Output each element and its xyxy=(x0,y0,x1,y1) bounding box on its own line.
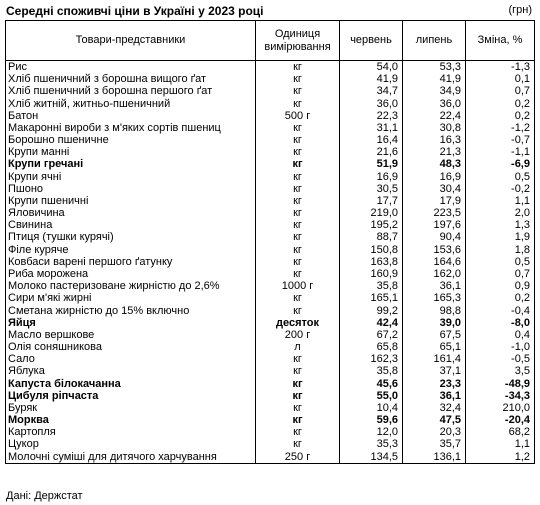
item-name-cell: Свинина xyxy=(6,219,256,231)
item-name-cell: Борошно пшеничне xyxy=(6,134,256,146)
july-price-cell: 32,4 xyxy=(403,402,466,414)
june-price-cell: 65,8 xyxy=(340,341,403,353)
unit-cell: кг xyxy=(256,158,340,170)
july-price-cell: 197,6 xyxy=(403,219,466,231)
change-cell: 3,5 xyxy=(466,365,535,377)
july-price-cell: 98,8 xyxy=(403,304,466,316)
unit-cell: кг xyxy=(256,183,340,195)
change-cell: 1,1 xyxy=(466,195,535,207)
june-price-cell: 99,2 xyxy=(340,304,403,316)
july-price-cell: 41,9 xyxy=(403,73,466,85)
table-row xyxy=(6,195,535,207)
change-cell: 0,5 xyxy=(466,171,535,183)
unit-cell: кг xyxy=(256,414,340,426)
june-price-cell: 134,5 xyxy=(340,451,403,464)
unit-cell: кг xyxy=(256,377,340,389)
item-name-cell: Крупи гречані xyxy=(6,158,256,170)
table-row xyxy=(6,304,535,316)
june-price-cell: 35,8 xyxy=(340,365,403,377)
table-title: Середні споживчі ціни в Україні у 2023 році xyxy=(6,4,264,18)
header-change: Зміна, % xyxy=(466,21,535,61)
june-price-cell: 88,7 xyxy=(340,231,403,243)
june-price-cell: 30,5 xyxy=(340,183,403,195)
item-name-cell: Яблука xyxy=(6,365,256,377)
item-name-cell: Хліб житній, житньо-пшеничний xyxy=(6,98,256,110)
table-row xyxy=(6,134,535,146)
unit-cell: кг xyxy=(256,231,340,243)
table-row xyxy=(6,414,535,426)
change-cell: 0,5 xyxy=(466,256,535,268)
unit-cell: кг xyxy=(256,122,340,134)
item-name-cell: Картопля xyxy=(6,426,256,438)
change-cell: -1,3 xyxy=(466,61,535,74)
header-june: червень xyxy=(340,21,403,61)
item-name-cell: Сметана жирністю до 15% включно xyxy=(6,304,256,316)
unit-cell: кг xyxy=(256,402,340,414)
june-price-cell: 195,2 xyxy=(340,219,403,231)
table-row xyxy=(6,219,535,231)
change-cell: -6,9 xyxy=(466,158,535,170)
july-price-cell: 136,1 xyxy=(403,451,466,464)
table-row xyxy=(6,451,535,464)
july-price-cell: 223,5 xyxy=(403,207,466,219)
july-price-cell: 39,0 xyxy=(403,317,466,329)
july-price-cell: 16,9 xyxy=(403,171,466,183)
item-name-cell: Рис xyxy=(6,61,256,74)
unit-cell: кг xyxy=(256,292,340,304)
july-price-cell: 36,1 xyxy=(403,390,466,402)
table-row xyxy=(6,341,535,353)
header-item: Товари-представники xyxy=(6,21,256,61)
table-row xyxy=(6,73,535,85)
table-row xyxy=(6,426,535,438)
unit-cell: кг xyxy=(256,207,340,219)
change-cell: -1,2 xyxy=(466,122,535,134)
unit-cell: кг xyxy=(256,426,340,438)
july-price-cell: 67,5 xyxy=(403,329,466,341)
unit-cell: кг xyxy=(256,219,340,231)
item-name-cell: Хліб пшеничний з борошна першого ґат xyxy=(6,85,256,97)
july-price-cell: 17,9 xyxy=(403,195,466,207)
july-price-cell: 37,1 xyxy=(403,365,466,377)
table-row xyxy=(6,268,535,280)
item-name-cell: Олія соняшникова xyxy=(6,341,256,353)
july-price-cell: 36,0 xyxy=(403,98,466,110)
currency-note: (грн) xyxy=(508,4,532,16)
unit-cell: кг xyxy=(256,195,340,207)
unit-cell: л xyxy=(256,341,340,353)
unit-cell: кг xyxy=(256,85,340,97)
june-price-cell: 67,2 xyxy=(340,329,403,341)
unit-cell: кг xyxy=(256,98,340,110)
unit-cell: кг xyxy=(256,171,340,183)
june-price-cell: 160,9 xyxy=(340,268,403,280)
june-price-cell: 34,7 xyxy=(340,85,403,97)
unit-cell: десяток xyxy=(256,317,340,329)
change-cell: -34,3 xyxy=(466,390,535,402)
june-price-cell: 41,9 xyxy=(340,73,403,85)
table-row xyxy=(6,146,535,158)
june-price-cell: 162,3 xyxy=(340,353,403,365)
change-cell: -48,9 xyxy=(466,377,535,389)
table-row xyxy=(6,329,535,341)
june-price-cell: 45,6 xyxy=(340,377,403,389)
unit-cell: кг xyxy=(256,353,340,365)
change-cell: 0,2 xyxy=(466,98,535,110)
table-header-row xyxy=(6,21,535,61)
june-price-cell: 22,3 xyxy=(340,110,403,122)
july-price-cell: 20,3 xyxy=(403,426,466,438)
item-name-cell: Пшоно xyxy=(6,183,256,195)
july-price-cell: 16,3 xyxy=(403,134,466,146)
table-row xyxy=(6,353,535,365)
item-name-cell: Сири м'які жирні xyxy=(6,292,256,304)
june-price-cell: 16,9 xyxy=(340,171,403,183)
change-cell: 0,2 xyxy=(466,292,535,304)
unit-cell: кг xyxy=(256,390,340,402)
item-name-cell: Ковбаси варені першого ґатунку xyxy=(6,256,256,268)
unit-cell: кг xyxy=(256,61,340,74)
june-price-cell: 10,4 xyxy=(340,402,403,414)
change-cell: 0,7 xyxy=(466,268,535,280)
table-row xyxy=(6,390,535,402)
item-name-cell: Крупи манні xyxy=(6,146,256,158)
table-row xyxy=(6,317,535,329)
unit-cell: 200 г xyxy=(256,329,340,341)
item-name-cell: Хліб пшеничний з борошна вищого ґат xyxy=(6,73,256,85)
item-name-cell: Яловичина xyxy=(6,207,256,219)
table-row xyxy=(6,244,535,256)
july-price-cell: 36,1 xyxy=(403,280,466,292)
june-price-cell: 219,0 xyxy=(340,207,403,219)
item-name-cell: Цибуля ріпчаста xyxy=(6,390,256,402)
change-cell: 0,9 xyxy=(466,280,535,292)
june-price-cell: 35,3 xyxy=(340,438,403,450)
july-price-cell: 23,3 xyxy=(403,377,466,389)
june-price-cell: 165,1 xyxy=(340,292,403,304)
july-price-cell: 90,4 xyxy=(403,231,466,243)
table-row xyxy=(6,85,535,97)
item-name-cell: Масло вершкове xyxy=(6,329,256,341)
table-row xyxy=(6,292,535,304)
unit-cell: 500 г xyxy=(256,110,340,122)
change-cell: 1,3 xyxy=(466,219,535,231)
item-name-cell: Філе куряче xyxy=(6,244,256,256)
june-price-cell: 59,6 xyxy=(340,414,403,426)
item-name-cell: Яйця xyxy=(6,317,256,329)
change-cell: 1,8 xyxy=(466,244,535,256)
item-name-cell: Сало xyxy=(6,353,256,365)
item-name-cell: Буряк xyxy=(6,402,256,414)
june-price-cell: 17,7 xyxy=(340,195,403,207)
change-cell: -1,1 xyxy=(466,146,535,158)
unit-cell: кг xyxy=(256,73,340,85)
unit-cell: 250 г xyxy=(256,451,340,464)
header-july: липень xyxy=(403,21,466,61)
june-price-cell: 54,0 xyxy=(340,61,403,74)
june-price-cell: 16,4 xyxy=(340,134,403,146)
table-row xyxy=(6,256,535,268)
july-price-cell: 164,6 xyxy=(403,256,466,268)
change-cell: -0,7 xyxy=(466,134,535,146)
item-name-cell: Морква xyxy=(6,414,256,426)
table-row xyxy=(6,110,535,122)
table-row xyxy=(6,98,535,110)
change-cell: 1,1 xyxy=(466,438,535,450)
change-cell: -0,4 xyxy=(466,304,535,316)
july-price-cell: 153,6 xyxy=(403,244,466,256)
change-cell: 0,1 xyxy=(466,73,535,85)
change-cell: 0,4 xyxy=(466,329,535,341)
unit-cell: кг xyxy=(256,256,340,268)
table-row xyxy=(6,231,535,243)
item-name-cell: Молочні суміші для дитячого харчування xyxy=(6,451,256,464)
header-unit: Одиниця вимірювання xyxy=(256,21,340,61)
table-row xyxy=(6,61,535,74)
item-name-cell: Макаронні вироби з м'яких сортів пшениц xyxy=(6,122,256,134)
july-price-cell: 165,3 xyxy=(403,292,466,304)
july-price-cell: 30,8 xyxy=(403,122,466,134)
july-price-cell: 53,3 xyxy=(403,61,466,74)
unit-cell: кг xyxy=(256,244,340,256)
july-price-cell: 30,4 xyxy=(403,183,466,195)
price-table xyxy=(5,20,535,464)
july-price-cell: 162,0 xyxy=(403,268,466,280)
change-cell: -0,5 xyxy=(466,353,535,365)
july-price-cell: 35,7 xyxy=(403,438,466,450)
june-price-cell: 150,8 xyxy=(340,244,403,256)
item-name-cell: Крупи пшеничні xyxy=(6,195,256,207)
unit-cell: кг xyxy=(256,134,340,146)
change-cell: 210,0 xyxy=(466,402,535,414)
july-price-cell: 65,1 xyxy=(403,341,466,353)
july-price-cell: 47,5 xyxy=(403,414,466,426)
change-cell: -8,0 xyxy=(466,317,535,329)
july-price-cell: 161,4 xyxy=(403,353,466,365)
june-price-cell: 42,4 xyxy=(340,317,403,329)
june-price-cell: 163,8 xyxy=(340,256,403,268)
change-cell: 0,7 xyxy=(466,85,535,97)
table-row xyxy=(6,183,535,195)
change-cell: -0,2 xyxy=(466,183,535,195)
june-price-cell: 31,1 xyxy=(340,122,403,134)
table-row xyxy=(6,158,535,170)
unit-cell: кг xyxy=(256,268,340,280)
item-name-cell: Батон xyxy=(6,110,256,122)
item-name-cell: Птиця (тушки курячі) xyxy=(6,231,256,243)
june-price-cell: 21,6 xyxy=(340,146,403,158)
unit-cell: кг xyxy=(256,365,340,377)
unit-cell: кг xyxy=(256,146,340,158)
unit-cell: кг xyxy=(256,304,340,316)
unit-cell: кг xyxy=(256,438,340,450)
item-name-cell: Молоко пастеризоване жирністю до 2,6% xyxy=(6,280,256,292)
table-row xyxy=(6,280,535,292)
item-name-cell: Капуста білокачанна xyxy=(6,377,256,389)
june-price-cell: 36,0 xyxy=(340,98,403,110)
table-row xyxy=(6,171,535,183)
table-row xyxy=(6,438,535,450)
change-cell: -1,0 xyxy=(466,341,535,353)
item-name-cell: Крупи ячні xyxy=(6,171,256,183)
change-cell: -20,4 xyxy=(466,414,535,426)
june-price-cell: 35,8 xyxy=(340,280,403,292)
change-cell: 1,9 xyxy=(466,231,535,243)
change-cell: 68,2 xyxy=(466,426,535,438)
june-price-cell: 51,9 xyxy=(340,158,403,170)
table-row xyxy=(6,377,535,389)
table-row xyxy=(6,365,535,377)
july-price-cell: 48,3 xyxy=(403,158,466,170)
table-body xyxy=(6,61,535,464)
unit-cell: 1000 г xyxy=(256,280,340,292)
june-price-cell: 12,0 xyxy=(340,426,403,438)
table-row xyxy=(6,122,535,134)
table-row xyxy=(6,207,535,219)
source-note: Дані: Держстат xyxy=(6,490,83,502)
change-cell: 1,2 xyxy=(466,451,535,464)
july-price-cell: 34,9 xyxy=(403,85,466,97)
table-row xyxy=(6,402,535,414)
july-price-cell: 22,4 xyxy=(403,110,466,122)
july-price-cell: 21,3 xyxy=(403,146,466,158)
item-name-cell: Риба морожена xyxy=(6,268,256,280)
june-price-cell: 55,0 xyxy=(340,390,403,402)
item-name-cell: Цукор xyxy=(6,438,256,450)
change-cell: 2,0 xyxy=(466,207,535,219)
change-cell: 0,2 xyxy=(466,110,535,122)
